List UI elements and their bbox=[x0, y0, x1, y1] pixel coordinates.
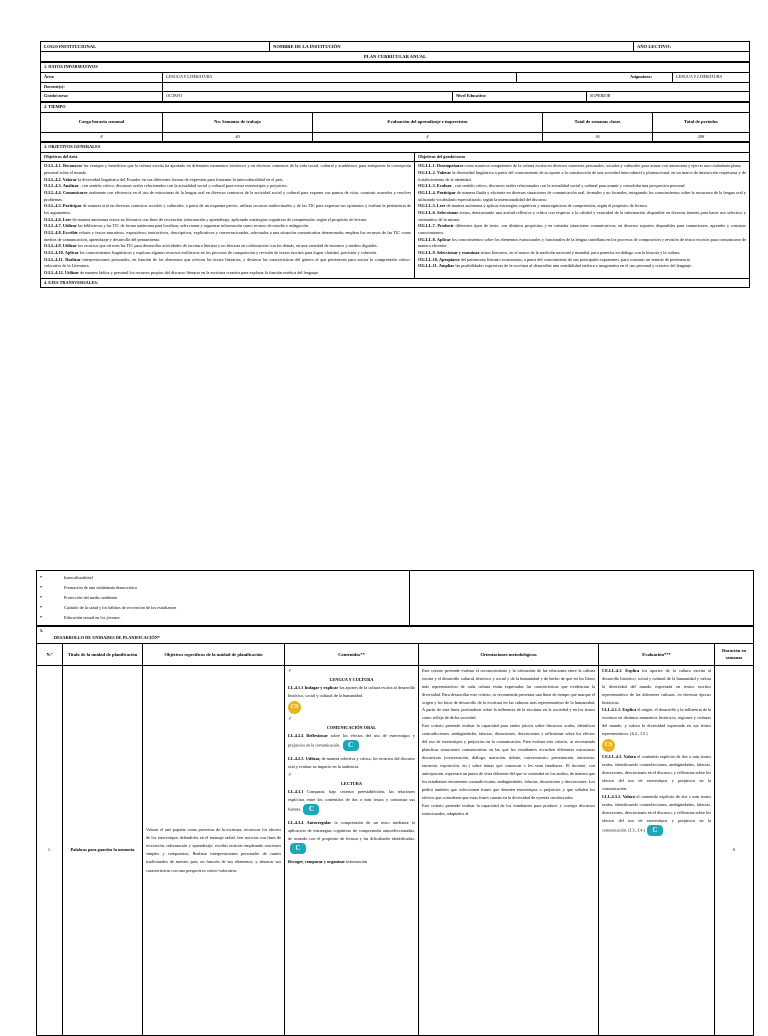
objective-text: las ventajas y beneficios que la cultura escrita ha aportado en diferentes momentos históricos y en diversos contextos de la vida social, cultural y académica, para enriquecer la concepción personal sobre el mundo. bbox=[44, 163, 411, 176]
col-header-objetivos: Objetivos específicos de la unidad de planificación bbox=[143, 643, 285, 665]
nivel-value: SUPERIOR bbox=[587, 92, 750, 102]
objective-verb: Valorar bbox=[436, 170, 452, 176]
area-value: LENGUA Y LITERATURA bbox=[163, 72, 517, 82]
area-objective bbox=[44, 243, 411, 250]
datos-table bbox=[40, 62, 750, 102]
objective-text: , con sentido crítico, discursos orales relacionados con la actualidad social y cultural para asumir y consolidar una perspectiva personal. bbox=[452, 183, 686, 189]
objective-verb: Ampliar bbox=[438, 263, 455, 269]
ejes-list bbox=[40, 573, 406, 623]
content-heading: COMUNICACIÓN ORAL bbox=[326, 725, 377, 731]
objective-verb: Desempeñarse bbox=[436, 163, 464, 169]
col-header-contenidos: Contenidos** bbox=[285, 643, 419, 665]
objetivos-area-header: Objetivos del área bbox=[41, 152, 415, 162]
objective-code: O.LL.4.9. bbox=[44, 243, 62, 249]
tiempo-table bbox=[40, 102, 750, 142]
eval-code: I.LL.4.1.1. bbox=[602, 707, 622, 713]
objective-verb: Seleccionar bbox=[437, 210, 459, 216]
check-icon: ✓ bbox=[288, 716, 293, 722]
objective-code: OG.LL.6. bbox=[418, 210, 436, 216]
objective-text: diferentes tipos de texto, con distintos propósitos y en variadas situaciones comunicativas, en diversos soportes disponibles para comunicarse, aprender y construir conocimientos. bbox=[418, 223, 746, 236]
area-objective bbox=[44, 250, 411, 257]
content-code: LL.4.2.5. bbox=[288, 755, 305, 761]
objective-text: las posibilidades expresivas de la escritura al desarrollar una sensibilidad estética e imaginativa en el uso personal y creativo del lenguaje. bbox=[455, 263, 693, 269]
objective-code: O.LL.4.12. bbox=[44, 269, 64, 275]
eval-text: los aportes de la cultura escrita al desarrollo histórico, social y cultural de la humanidad y valora la diversidad del mundo expresada en textos escritos representativos de las diferentes culturas, en diversas épocas históricas. bbox=[602, 667, 711, 705]
objective-text: interpretaciones personales, en función de los elementos que ofrecen los textos literarios, y destacar las características del género al que pertenecen para iniciar la comprensión crítico-valorativa de la Literatura. bbox=[44, 256, 411, 269]
tiempo-value: 36 bbox=[543, 132, 653, 142]
grado-objective bbox=[418, 223, 746, 236]
area-objective bbox=[44, 203, 411, 216]
objective-verb: Leer bbox=[62, 216, 72, 222]
col-header-titulo: Título de la unidad de planificación bbox=[63, 643, 143, 665]
nivel-label: Nivel Educativo: bbox=[453, 92, 587, 102]
objective-verb: Reconocer bbox=[62, 163, 83, 169]
grado-objective bbox=[418, 163, 746, 170]
area-label: Área: bbox=[41, 72, 163, 82]
methodology-paragraph: Este criterio pretende evaluar la capacidad de los estudiantes para producir y corregir discursos estructurados, adaptados al bbox=[422, 802, 595, 816]
desarrollo-title: DESARROLLO DE UNIDADES DE PLANIFICACIÓN* bbox=[54, 635, 161, 641]
area-objective bbox=[44, 223, 411, 230]
objective-verb: Realizar bbox=[65, 256, 81, 262]
objetivos-grado-list bbox=[415, 162, 750, 278]
asignatura-label: Asignatura: bbox=[517, 72, 673, 82]
content-text: sobre los efectos del uso de estereotipos y prejuicios en la comunicación. bbox=[288, 733, 415, 748]
eval-text: el contenido explícito de dos o más textos orales, identificando contradicciones, ambigüedades, falacias, distorsiones, desviaciones en el discurso; y reflexiona sobre los efectos del uso de estereotipos y prejuicios en la comunicación. (J.3., I.4.) bbox=[602, 793, 711, 833]
col-header-duracion: Duración en semanas bbox=[715, 643, 754, 665]
institution-cell: NOMBRE DE LA INSTITUCIÓN bbox=[270, 42, 634, 52]
cs-badge-icon: CS bbox=[602, 739, 615, 752]
objective-text: , con sentido crítico, discursos orales relacionados con la actualidad social y cultural para evitar estereotipos y prejuicios. bbox=[79, 183, 288, 189]
objective-text: textos, demostrando una actitud reflexiva y crítica con respecto a la calidad y veracidad de la información disponible en diversas fuentes para hacer uso selectivo y sistemático de la misma. bbox=[418, 210, 746, 222]
grado-objective bbox=[418, 210, 746, 223]
content-code: LL.4.3.4 bbox=[288, 819, 304, 825]
eval-text: el contenido explícito de dos o más textos orales, identificando contradicciones, ambigüedades, falacias, distorsiones, desviaciones en el discurso; y reflexiona sobre los efectos del uso de estereotipos y prejuicios en la comunicación. bbox=[602, 754, 712, 791]
grado-objective bbox=[418, 263, 746, 270]
area-objective bbox=[44, 257, 411, 270]
content-verb: Autorregular bbox=[306, 819, 332, 825]
content-text: de manera selectiva y crítica, los recursos del discurso oral y evaluar su impacto en la audiencia. bbox=[288, 755, 416, 769]
objective-verb: Utilizar bbox=[64, 269, 79, 275]
page-2 bbox=[0, 560, 768, 1024]
tiempo-title: 2. TIEMPO bbox=[41, 102, 750, 112]
desarrollo-num: 5. bbox=[40, 628, 44, 634]
objective-code: O.LL.4.6. bbox=[44, 216, 62, 222]
header-table bbox=[40, 41, 750, 62]
objective-verb: Utilizar bbox=[62, 223, 77, 229]
objective-verb: Comunicarse bbox=[63, 190, 88, 196]
c-badge-icon: C bbox=[303, 804, 319, 815]
tiempo-header: Total de semanas clases bbox=[543, 112, 653, 132]
check-icon: ✓ bbox=[288, 772, 293, 778]
area-objective bbox=[44, 183, 411, 190]
objective-text: de manera fluida y eficiente en diversas situaciones de comunicación oral, formales y no formales, integrando los conocimientos sobre la estructura de la lengua oral y utilizando vocabulario especializado, según la intencionalidad del discurso. bbox=[418, 190, 747, 202]
objective-text: los recursos que ofrecen las TIC para desarrollar actividades de escritura literaria y no literaria en colaboración con los demás, en una variedad de entornos y medios digitales. bbox=[77, 243, 378, 249]
eval-code: I.LL.4.3.1. bbox=[602, 793, 622, 799]
objective-verb: Producir bbox=[437, 223, 454, 229]
col-header-evaluacion: Evaluación*** bbox=[599, 643, 715, 665]
area-objective bbox=[44, 217, 411, 224]
objective-text: la diversidad lingüística del Ecuador en sus diferentes formas de expresión para fomentar la interculturalidad en el país. bbox=[78, 176, 284, 182]
unit-methodology bbox=[419, 665, 599, 1035]
methodology-paragraph: Este criterio pretende evaluar el reconocimiento y la valoración de las relaciones entre la cultura escrita y el desarrollo cultural, histórico y social y de la humanidad y de hecho de que en los libros más representativos de cada cultura están expresadas las características que evidencian la diversidad. Para desarrollar este criterio, se recomienda presentar una línea de tiempo que marque el origen y los hitos de desarrollo de la escritura en las culturas más representativas de la humanidad. A partir de esta línea, profundizar sobre la influencia de la escritura en la sociedad y en los textos como reflejo de dicha sociedad. bbox=[422, 667, 595, 721]
c-badge-icon: C bbox=[290, 843, 306, 854]
objective-code: O.LL.4.11. bbox=[44, 256, 64, 262]
objective-verb: Valorar bbox=[62, 176, 77, 182]
ejes-list-cell bbox=[37, 571, 410, 626]
tiempo-header: Evaluación del aprendizaje e imprevistos bbox=[313, 112, 543, 132]
objective-text: del patrimonio literario ecuatoriano, a partir del conocimiento de sus principales exponentes, para construir un sentido de pertenencia. bbox=[460, 256, 691, 262]
area-objective bbox=[44, 163, 411, 176]
grado-objective bbox=[418, 237, 746, 250]
grado-objective bbox=[418, 250, 746, 257]
objective-code: O.LL.4.4. bbox=[44, 190, 62, 196]
objective-code: O.LL.4.7. bbox=[44, 223, 62, 229]
content-heading: LENGUA Y CULTURA bbox=[329, 677, 374, 683]
logo-cell: LOGO INSTITUCIONAL bbox=[41, 42, 270, 52]
cs-badge-icon: CS bbox=[288, 701, 301, 714]
objective-text: como usuarios competentes de la cultura escrita en diversos contextos personales, sociales y culturales para actuar con autonomía y ejercer una ciudadanía plena. bbox=[464, 163, 742, 169]
eje-item: • Formación de una ciudadanía democrática bbox=[40, 583, 406, 593]
content-code: LL.4.3.1 bbox=[288, 789, 304, 795]
objective-code: OG.LL.4. bbox=[418, 190, 436, 196]
content-heading: LECTURA bbox=[340, 781, 362, 787]
eval-verb: Explica bbox=[625, 667, 640, 673]
objective-text: los conocimientos sobre los elementos estructurales y funcionales de la lengua castellana en los procesos de composición y revisión de textos escritos para comunicarse de manera eficiente. bbox=[418, 236, 747, 249]
objective-text: textos literarios, en el marco de la tradición nacional y mundial, para ponerlos en diálogo con la historia y la cultura. bbox=[480, 250, 681, 255]
content-text: información bbox=[346, 858, 368, 864]
eje-item: • Cuidado de la salud y los hábitos de recreación de los estudiantes bbox=[40, 603, 406, 613]
docentes-value bbox=[163, 82, 750, 92]
ejes-empty-cell bbox=[410, 571, 754, 626]
grado-value: OCTAVO bbox=[163, 92, 453, 102]
c-badge-icon: C bbox=[343, 740, 359, 751]
grado-objective bbox=[418, 190, 746, 203]
grado-objective bbox=[418, 183, 746, 190]
unit-duration: 6 bbox=[715, 665, 754, 1035]
tiempo-header: No. Semanas de trabajo bbox=[163, 112, 313, 132]
grado-objective bbox=[418, 203, 746, 210]
col-header-n: N.º bbox=[37, 643, 63, 665]
content-code: LL.4.2.4 bbox=[288, 733, 304, 739]
tiempo-header: Carga horaria semanal bbox=[41, 112, 163, 132]
content-verb: Indagar y explicar bbox=[304, 684, 339, 690]
objective-text: los conocimientos lingüísticos y explorar algunos recursos estilísticos en los procesos de composición y revisión de textos escritos para lograr claridad, precisión y cohesión. bbox=[79, 250, 378, 255]
objective-verb: Apropiarse bbox=[439, 256, 460, 262]
objective-text: de manera autónoma y aplicar estrategias cognitivas y metacognitivas de comprensión, según el propósito de lectura. bbox=[446, 203, 648, 209]
content-text: la comprensión de un texto mediante la aplicación de estrategias cognitivas de comprensión autoseleccionadas, de acuerdo con el propósito de lectura y las dificultades identificadas. bbox=[288, 819, 415, 841]
objective-code: O.LL.4.10. bbox=[44, 250, 64, 255]
unit-number: 1. bbox=[37, 665, 63, 1035]
asignatura-value: LENGUA Y LITERATURA bbox=[673, 72, 750, 82]
objective-code: O.LL.4.2. bbox=[44, 176, 62, 182]
ejes-title: 4. EJES TRANSVERSALES: bbox=[41, 278, 750, 288]
ejes-table bbox=[36, 570, 754, 626]
objective-code: O.LL.4.3. bbox=[44, 183, 62, 189]
objective-code: OG.LL.5. bbox=[418, 203, 436, 209]
objective-text: de manera oral en diversos contextos sociales y culturales, a partir de un esquema previo; utilizar recursos audiovisuales y de las TIC para expresar sus opiniones y evaluar la pertinencia de los argumentos. bbox=[44, 203, 412, 216]
eval-verb: Explica bbox=[622, 707, 637, 713]
objective-code: O.LL.4.1. bbox=[44, 163, 62, 169]
objective-text: oralmente con eficiencia en el uso de estructuras de la lengua oral en diversos contextos de la actividad social y cultural para exponer sus puntos de vista, construir acuerdos y resolver problemas. bbox=[44, 190, 411, 202]
objective-verb: Participar bbox=[62, 203, 82, 209]
tiempo-value: 40 bbox=[163, 132, 313, 142]
eval-text: el origen, el desarrollo y la influencia de la escritura en distintos momentos históricos, regiones y culturas del mundo, y valora la diversidad expresada en sus textos representativos. (S.2., I.5.) bbox=[602, 707, 711, 737]
objective-verb: Escribir bbox=[62, 230, 78, 236]
objetivos-area-list bbox=[41, 162, 415, 278]
objective-verb: Aplicar bbox=[436, 236, 451, 242]
datos-title: 1. DATOS INFORMATIVOS bbox=[41, 63, 750, 73]
col-header-orientaciones: Orientaciones metodológicas bbox=[419, 643, 599, 665]
year-cell: AÑO LECTIVO: bbox=[634, 42, 750, 52]
tiempo-header: Total de periodos bbox=[653, 112, 750, 132]
plan-title: PLAN CURRICULAR ANUAL bbox=[41, 52, 750, 62]
eval-verb: Valora bbox=[622, 793, 635, 799]
objective-verb: Seleccionar y examinar bbox=[436, 250, 480, 255]
objective-code: OG.LL.7. bbox=[418, 223, 436, 229]
grado-objective bbox=[418, 257, 746, 264]
grado-objective bbox=[418, 170, 746, 183]
content-verb: Utilizar, bbox=[305, 755, 321, 761]
objective-code: O.LL.4.5. bbox=[44, 203, 62, 209]
content-code: LL.4.1.1 bbox=[288, 684, 304, 690]
area-objective bbox=[44, 177, 411, 184]
content-verb: Recoger, comparar y organizar bbox=[288, 858, 346, 864]
eval-code: CE.LL.4.3. bbox=[602, 754, 623, 760]
objetivos-grado-header: Objetivos del grado/curso bbox=[415, 152, 750, 162]
area-objective bbox=[44, 270, 411, 277]
unit-title: Palabras para guardar la memoria bbox=[63, 665, 143, 1035]
eje-item: • Interculturalidad bbox=[40, 573, 406, 583]
unit-objectives: Valorar el arte popular como preservar de la escritura; reconocer los efectos de los estereotipos defendidos en el mensaje radial; leer noticias con fines de recreación, información y aprendizaje; escribir noticias empleando oraciones simples y compuestas; Realizar interpretaciones personales de cantos tradicionales de nuestro país, en función de sus elementos, y destacar sus características con una perspectiva crítico-valorativa. bbox=[143, 665, 285, 1035]
objective-code: OG.LL.8. bbox=[418, 236, 436, 242]
eval-code: CE.LL.4.1. bbox=[602, 667, 623, 673]
objective-code: OG.LL.3. bbox=[418, 183, 436, 189]
objective-verb: Analizar bbox=[62, 183, 79, 189]
objective-verb: Participar bbox=[436, 190, 456, 196]
area-objective bbox=[44, 230, 411, 243]
objective-verb: Evaluar bbox=[436, 183, 452, 189]
area-objective bbox=[44, 190, 411, 203]
tiempo-value: 288 bbox=[653, 132, 750, 142]
objective-text: las bibliotecas y las TIC de forma autónoma para localizar, seleccionar y organizar información como recurso de estudio e indagación. bbox=[77, 223, 309, 229]
content-text: los aportes de la cultura escrita al desarrollo histórico, social y cultural de la humanidad. bbox=[288, 684, 416, 698]
eje-item: • Protección del medio ambiente bbox=[40, 593, 406, 603]
objective-code: OG.LL.10. bbox=[418, 256, 438, 262]
eval-verb: Valora bbox=[623, 754, 636, 760]
tiempo-value: 4 bbox=[313, 132, 543, 142]
eje-item: • Educación sexual en los jóvenes. bbox=[40, 613, 406, 623]
content-text: Comparar, bajo criterios preestablecidos, las relaciones explícitas entre los contenidos de dos o más textos y contrastar sus fuentes. bbox=[288, 789, 415, 812]
objective-text: relatos y textos narrativos, expositivos, instructivos, descriptivos, explicativos y conversacionales, adecuados a una situación comunicativa determinada; emplear los recursos de las TIC como medios de comunicación, aprendizaje y desarrollo del pensamiento. bbox=[44, 230, 412, 242]
grado-label: Grado/curso: bbox=[41, 92, 163, 102]
desarrollo-title-row bbox=[37, 627, 754, 643]
check-icon: ✓ bbox=[288, 668, 293, 674]
objective-text: la diversidad lingüística a partir del conocimiento de su aporte a la construcción de una sociedad intercultural y plurinacional, en un marco de interacción respetuosa y de fortalecimiento de la identidad. bbox=[418, 170, 747, 182]
objective-verb: Aplicar bbox=[64, 250, 79, 255]
page-1 bbox=[0, 0, 768, 500]
c-badge-icon: C bbox=[647, 825, 663, 836]
objective-code: OG.LL.9. bbox=[418, 250, 436, 255]
objective-code: OG.LL.11. bbox=[418, 263, 438, 269]
objective-code: OG.LL.2. bbox=[418, 170, 436, 176]
docentes-label: Docente(s): bbox=[41, 82, 163, 92]
objective-verb: Utilizar bbox=[62, 243, 77, 249]
unit-contents bbox=[285, 665, 419, 1035]
methodology-paragraph: Este criterio pretende evaluar la capacidad para emitir juicios sobre discursos orales, identificar contradicciones, ambigüedades, falacias, distorsiones, desviaciones y reflexionar sobre los efectos del uso de estereotipos y prejuicios en la comunicación. Para evaluar este criterio, se recomienda planificar situaciones comunicativas en las que los estudiantes escuchen diferentes estructuras discursivas (conversación, diálogo, narración, debate, conversatorio, presentación, entrevista, encuesta, exposición, etc.) sobre temas que conozcan o les sean familiares. El docente, con anticipación, expresará un punto de vista diferente del que se sostendrá en los audios, de manera que los estudiantes encuentren contradicciones, ambigüedades, falacias, distorsiones y desviaciones. Les pedirá también que seleccionen frases que denoten estereotipos o prejuicios y que señalen los efectos que consideren que estas frases causan en la diversidad de oyentes involucrados. bbox=[422, 723, 595, 800]
desarrollo-table bbox=[36, 626, 754, 1035]
objective-text: de manera autónoma textos no literarios con fines de recreación, información y aprendizaje, aplicando estrategias cognitivas de comprensión, según el propósito de lectura. bbox=[72, 216, 368, 222]
objective-code: OG.LL.1. bbox=[418, 163, 436, 169]
objetivos-table bbox=[40, 142, 750, 288]
objective-code: O.LL.4.8. bbox=[44, 230, 62, 236]
objective-verb: Leer bbox=[436, 203, 446, 209]
objective-text: de manera lúdica y personal los recursos propios del discurso literario en la escritura creativa para explorar la función estética del lenguaje. bbox=[80, 269, 320, 275]
unit-evaluation bbox=[599, 665, 715, 1035]
tiempo-value: 8 bbox=[41, 132, 163, 142]
content-verb: Reflexionar bbox=[306, 733, 328, 739]
objetivos-title: 3. OBJETIVOS GENERALES bbox=[41, 143, 750, 153]
